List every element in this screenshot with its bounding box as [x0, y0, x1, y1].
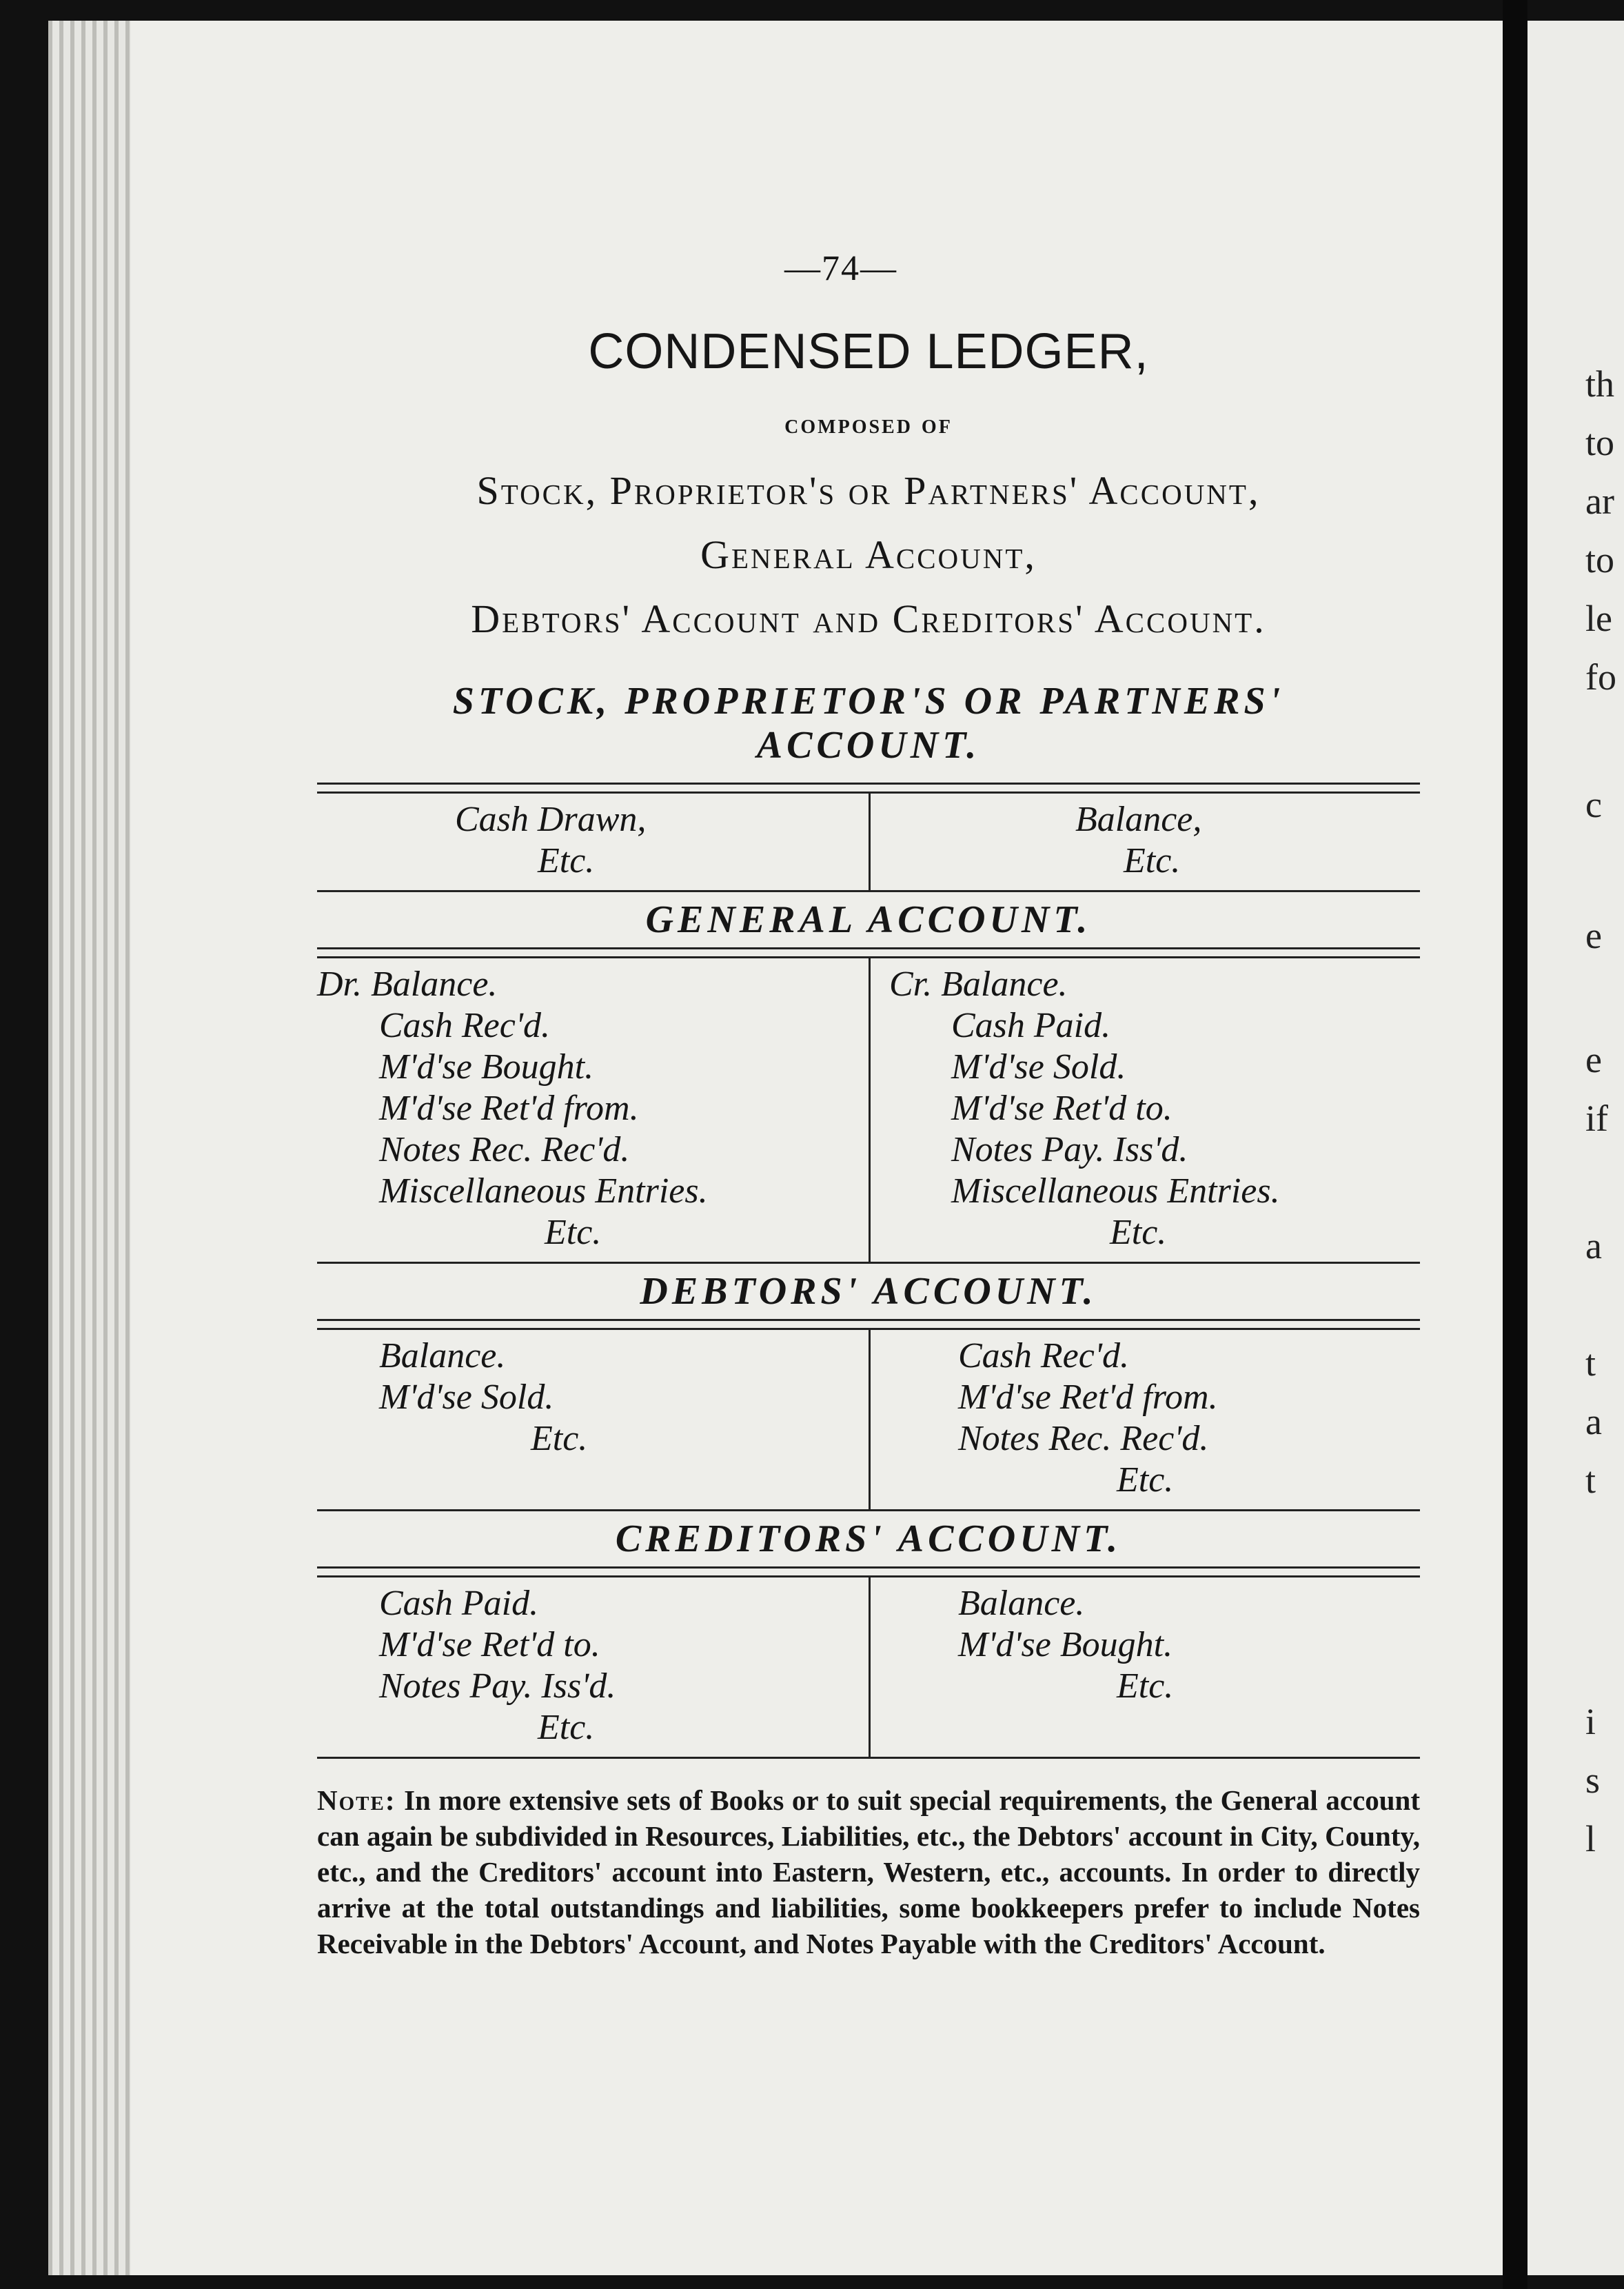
page-title: CONDENSED LEDGER, — [588, 324, 1149, 379]
creditors-left-line: Etc. — [538, 1708, 595, 1747]
debtors-right-line: Etc. — [1117, 1460, 1174, 1500]
creditors-right-line: Balance. — [958, 1584, 1085, 1623]
page-content — [317, 248, 1420, 1962]
book-gutter — [1503, 0, 1527, 2289]
column-divider — [869, 1330, 871, 1509]
accounts-line-3: Debtors' Account and Creditors' Account. — [471, 596, 1266, 641]
fragment: t — [1585, 1342, 1596, 1384]
creditors-right-line: Etc. — [1117, 1666, 1174, 1706]
general-left-line: Etc. — [545, 1213, 602, 1252]
creditors-right-line: M'd'se Bought. — [958, 1625, 1173, 1664]
double-rule — [317, 947, 1420, 958]
general-left-line: Dr. Balance. — [317, 965, 498, 1004]
stock-account — [317, 794, 1420, 890]
general-right-line: Cr. Balance. — [889, 965, 1068, 1004]
rule — [317, 1262, 1420, 1264]
debtors-left-line: M'd'se Sold. — [379, 1378, 554, 1417]
debtors-account — [317, 1330, 1420, 1509]
accounts-line-2: General Account, — [700, 532, 1037, 577]
creditors-account — [317, 1577, 1420, 1757]
creditors-left-line: Notes Pay. Iss'd. — [379, 1666, 616, 1706]
accounts-line-1: Stock, Proprietor's or Partners' Account, — [476, 468, 1261, 513]
general-right-line: Etc. — [1110, 1213, 1167, 1252]
debtors-left-line: Balance. — [379, 1336, 506, 1375]
stock-heading-line2: ACCOUNT. — [756, 724, 981, 767]
debtors-right-line: Cash Rec'd. — [958, 1336, 1129, 1375]
creditors-left-line: Cash Paid. — [379, 1584, 539, 1623]
debtors-right-line: M'd'se Ret'd from. — [958, 1378, 1218, 1417]
composed-of-label: composed of — [784, 408, 953, 439]
general-left-line: Notes Rec. Rec'd. — [379, 1130, 630, 1169]
facing-page — [1527, 21, 1624, 2275]
double-rule — [317, 783, 1420, 794]
fragment: l — [1585, 1818, 1596, 1859]
stock-left-line: Etc. — [538, 841, 595, 880]
fragment: s — [1585, 1759, 1601, 1801]
debtors-heading: DEBTORS' ACCOUNT. — [640, 1270, 1097, 1313]
fragment: a — [1585, 1401, 1602, 1442]
creditors-left-line: M'd'se Ret'd to. — [379, 1625, 600, 1664]
fragment: e — [1585, 1039, 1602, 1080]
fragment: le — [1585, 598, 1612, 639]
fragment: e — [1585, 915, 1602, 956]
debtors-left-line: Etc. — [531, 1419, 588, 1458]
fragment: to — [1585, 539, 1615, 581]
general-right-line: Notes Pay. Iss'd. — [951, 1130, 1188, 1169]
general-right-line: M'd'se Ret'd to. — [951, 1089, 1173, 1128]
rule — [317, 890, 1420, 892]
double-rule — [317, 1319, 1420, 1330]
general-left-line: Cash Rec'd. — [379, 1006, 550, 1045]
page-number: —74— — [784, 249, 897, 288]
stock-right-line: Etc. — [1124, 841, 1181, 880]
stock-heading-line1: STOCK, PROPRIETOR'S OR PARTNERS' — [452, 680, 1285, 723]
fragment: i — [1585, 1701, 1596, 1742]
fragment: fo — [1585, 656, 1616, 698]
fragment: ar — [1585, 481, 1614, 522]
general-left-line: M'd'se Bought. — [379, 1047, 594, 1087]
stock-left-line: Cash Drawn, — [455, 800, 647, 839]
fragment: th — [1585, 363, 1615, 405]
footnote — [317, 1782, 1420, 1962]
rule — [317, 1509, 1420, 1511]
general-left-line: Miscellaneous Entries. — [379, 1171, 708, 1211]
debtors-right-line: Notes Rec. Rec'd. — [958, 1419, 1209, 1458]
general-right-line: Cash Paid. — [951, 1006, 1111, 1045]
creditors-heading: CREDITORS' ACCOUNT. — [615, 1517, 1122, 1560]
page-edge-stack — [48, 21, 131, 2275]
general-heading: GENERAL ACCOUNT. — [645, 898, 1092, 941]
fragment: to — [1585, 422, 1615, 463]
fragment: if — [1585, 1098, 1608, 1139]
note-label: Note: — [317, 1784, 396, 1816]
general-left-line: M'd'se Ret'd from. — [379, 1089, 639, 1128]
rule — [317, 1757, 1420, 1759]
stock-right-line: Balance, — [1075, 800, 1202, 839]
fragment: a — [1585, 1225, 1602, 1267]
note-text: In more extensive sets of Books or to suit special requirements, the General account can again be subdivided in Resources, Liabilities, etc., the Debtors' account in City, County, etc., and the Creditors' account into Eastern, Western, etc., accounts. In order to directly arrive at the total outstandings and liabilities, some bookkeepers prefer to include Notes Receivable in the Debtors' Account, and Notes Payable with the Creditors' Account. — [317, 1784, 1420, 1959]
fragment: c — [1585, 784, 1602, 825]
general-right-line: M'd'se Sold. — [951, 1047, 1126, 1087]
general-account — [317, 958, 1420, 1262]
column-divider — [869, 1577, 871, 1757]
column-divider — [869, 794, 871, 890]
general-right-line: Miscellaneous Entries. — [951, 1171, 1280, 1211]
column-divider — [869, 958, 871, 1262]
fragment: t — [1585, 1460, 1596, 1501]
double-rule — [317, 1566, 1420, 1577]
